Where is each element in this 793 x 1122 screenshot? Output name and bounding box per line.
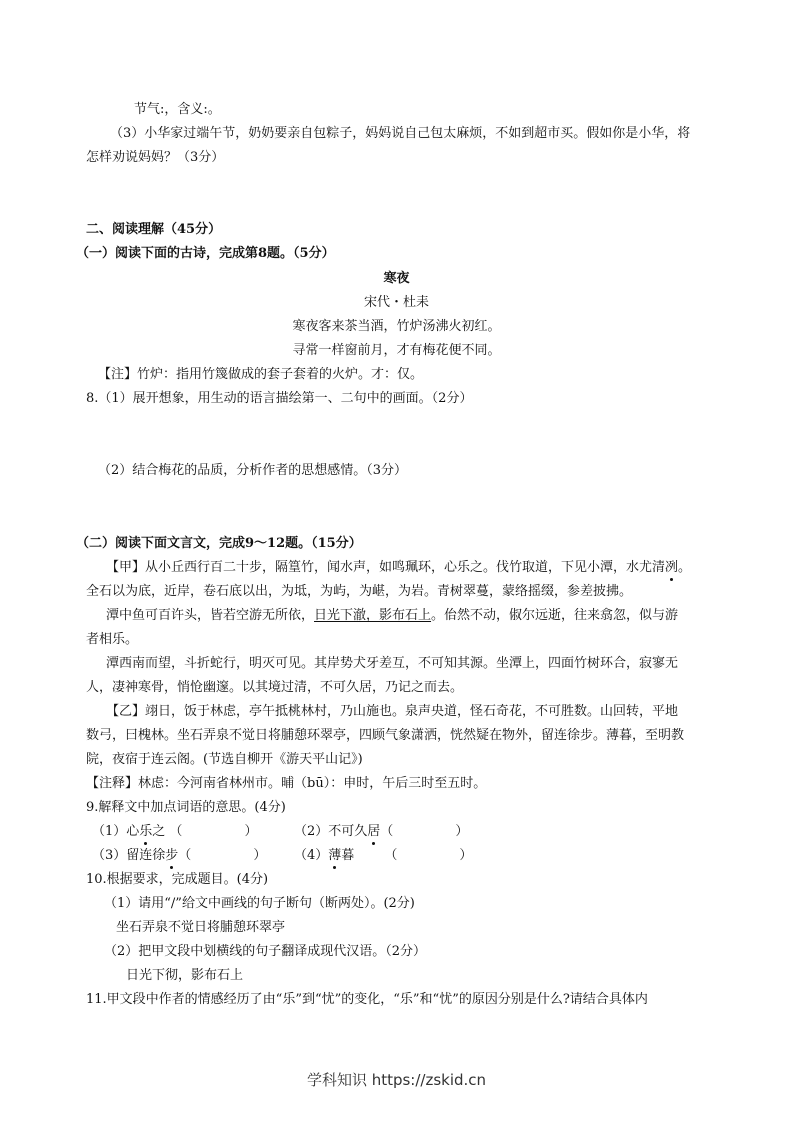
question-8-1: 8.（1）展开想象，用生动的语言描绘第一、二句中的画面。（2分） <box>86 391 473 406</box>
text: （ <box>380 824 394 839</box>
passage-jia-line-6: 人，凄神寒骨，悄怆幽邃。以其境过清，不可久居，乃记之而去。 <box>86 680 464 695</box>
poem-note: 【注】竹炉：指用竹篾做成的套子套着的火炉。才：仅。 <box>98 367 424 382</box>
passage-jia-line-3 <box>106 607 678 625</box>
question-11: 11.甲文段中作者的情感经历了由“乐”到“忧”的变化，“乐”和“忧”的原因分别是什么?请结合具体内 <box>86 992 648 1007</box>
text: 。 <box>678 560 692 575</box>
passage-note: 【注释】林虑：今河南省林州市。晡（bū）：申时，午后三时至五时。 <box>86 776 487 791</box>
section-2-heading: 二、阅读理解（45分） <box>86 222 222 237</box>
poem-title: 寒夜 <box>383 271 410 286</box>
dotted-char: 居 <box>367 824 381 839</box>
text: ） <box>455 824 469 839</box>
poem-line-2: 寻常一样窗前月，才有梅花便不同。 <box>292 343 501 358</box>
poem-line-1: 寒夜客来茶当酒，竹炉汤沸火初红。 <box>292 319 501 334</box>
question-9-4 <box>294 847 472 865</box>
text: 潭中鱼可百许头，皆若空游无所依， <box>106 608 315 623</box>
passage-jia-line-1 <box>106 559 691 577</box>
passage-yi-line-1: 【乙】翊日，饭于林虑，亭午抵桃林村，乃山施也。泉声央道，怪石奇花，不可胜数。山回转，平地 <box>106 704 679 719</box>
dotted-char: 冽 <box>665 560 679 575</box>
text: 暮 <box>341 848 355 863</box>
line-1: 节气:，含义:。 <box>134 102 221 117</box>
dotted-char: 步 <box>165 848 179 863</box>
text: ） <box>244 824 258 839</box>
text: ） <box>253 848 267 863</box>
question-9-3 <box>92 847 266 865</box>
text: （ <box>384 848 398 863</box>
text: 之 （ <box>152 824 183 839</box>
page-footer: 学科知识 https://zskid.cn <box>306 1071 487 1089</box>
question-9-1 <box>92 823 257 841</box>
passage-jia-line-2: 全石以为底，近岸，卷石底以出，为坻，为屿，为嵁，为岩。青树翠蔓，蒙络摇缀，参差披拂。 <box>86 584 633 599</box>
question-9: 9.解释文中加点词语的意思。(4分) <box>86 800 286 815</box>
question-9-2 <box>294 823 468 841</box>
text: 【甲】从小丘西行百二十步，隔篁竹，闻水声，如鸣珮环，心乐之。伐竹取道，下见小潭，水尤清 <box>106 560 666 575</box>
text: （2）不可久 <box>294 824 368 839</box>
question-10-1: （1）请用“/”给文中画线的句子断句（断两处）。(2分) <box>104 896 415 911</box>
underlined-sentence: 日光下澈，影布石上 <box>314 608 432 623</box>
question-3: （3）小华家过端午节，奶奶要亲自包粽子，妈妈说自己包太麻烦，不如到超市买。假如你是小华，将 <box>110 126 691 141</box>
text: （1）心 <box>92 824 140 839</box>
text: ） <box>459 848 473 863</box>
text: （ <box>178 848 192 863</box>
text: （3）留连徐 <box>92 848 166 863</box>
text: （4） <box>294 848 329 863</box>
passage-yi-line-2: 数弓，曰槐林。坐石弄泉不觉日将脯憩环翠亭，四顾气象潇洒，恍然疑在物外，留连徐步。薄暮，至明教 <box>86 728 685 743</box>
dotted-char: 薄 <box>328 848 342 863</box>
passage-yi-line-3: 院，夜宿于连云阁。(节选自柳开《游天平山记》) <box>86 752 363 767</box>
question-8-2: （2）结合梅花的品质，分析作者的思想感情。（3分） <box>98 463 408 478</box>
dotted-char: 乐 <box>139 824 153 839</box>
text: 。佁然不动，俶尔远逝，往来翕忽，似与游 <box>431 608 679 623</box>
question-3-cont: 怎样劝说妈妈？（3分） <box>86 150 225 165</box>
poem-author: 宋代・杜耒 <box>363 295 429 310</box>
question-10-2: （2）把甲文段中划横线的句子翻译成现代汉语。（2分） <box>104 944 427 959</box>
question-10: 10.根据要求，完成题目。(4分) <box>86 872 269 887</box>
question-10-1-sentence: 坐石弄泉不觉日将脯憩环翠亭 <box>116 920 286 935</box>
passage-jia-line-4: 者相乐。 <box>86 632 139 647</box>
part-1-heading: （一）阅读下面的古诗，完成第8题。（5分） <box>76 246 335 261</box>
question-10-2-sentence: 日光下彻，影布石上 <box>126 968 244 983</box>
passage-jia-line-5: 潭西南而望，斗折蛇行，明灭可见。其岸势犬牙差互，不可知其源。坐潭上，四面竹树环合，寂寥无 <box>106 656 679 671</box>
part-2-heading: （二）阅读下面文言文，完成9～12题。（15分） <box>76 536 362 551</box>
